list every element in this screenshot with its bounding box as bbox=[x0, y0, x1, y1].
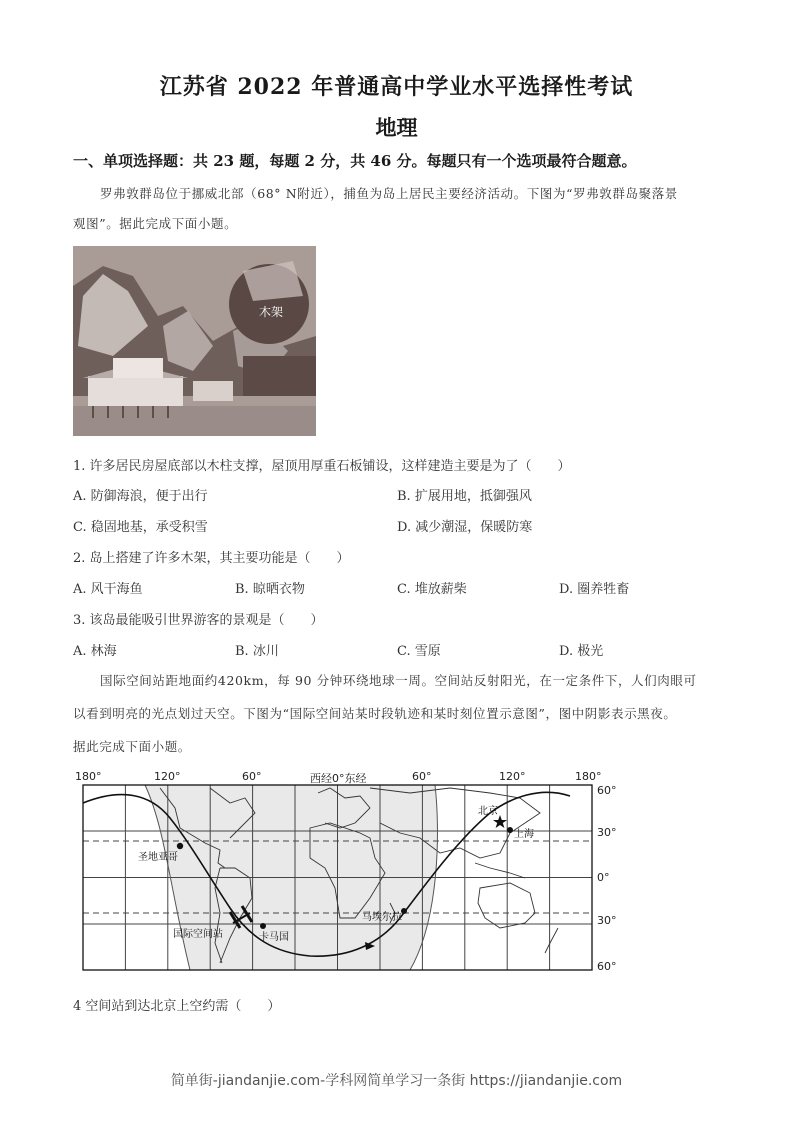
question-2-option-a[interactable]: A. 风干海鱼 bbox=[73, 582, 143, 597]
photo-illustration bbox=[73, 246, 316, 436]
question-1-option-b[interactable]: B. 扩展用地，抵御强风 bbox=[397, 489, 532, 504]
lon-label-60w: 60° bbox=[242, 770, 262, 783]
passage2-line1: 国际空间站距地面约420km，每 90 分钟环绕地球一周。空间站反射阳光，在一定条件下，人们肉眼可 bbox=[100, 673, 697, 688]
question-3-option-b[interactable]: B. 冰川 bbox=[235, 644, 279, 659]
passage2-line2: 以看到明亮的光点划过天空。下图为“国际空间站某时段轨迹和某时刻位置示意图”，图中阴影表示黑夜。 bbox=[73, 706, 677, 721]
question-3-stem: 3. 该岛最能吸引世界游客的景观是（ ） bbox=[73, 613, 324, 628]
subject-title: 地理 bbox=[375, 115, 418, 140]
lon-label-60e: 60° bbox=[412, 770, 432, 783]
madagascar-label: 马埃尔拉 bbox=[362, 912, 402, 923]
iss-orbit-map bbox=[70, 768, 630, 978]
shanghai-label: 上海 bbox=[514, 829, 534, 840]
lon-label-120e: 120° bbox=[499, 770, 526, 783]
lat-label-30s: 30° bbox=[597, 914, 617, 927]
footer-watermark: 简单街-jiandanjie.com-学科网简单学习一条街 https://jiandanjie.com bbox=[170, 1073, 623, 1089]
question-2-option-d[interactable]: D. 圈养牲畜 bbox=[559, 582, 630, 597]
section-heading: 一、单项选择题：共 23 题，每题 2 分，共 46 分。每题只有一个选项最符合题意。 bbox=[73, 152, 637, 170]
lon-label-0: 西经0°东经 bbox=[310, 772, 367, 785]
lon-label-120w: 120° bbox=[154, 770, 181, 783]
mar-label: 卡马国 bbox=[259, 932, 289, 943]
passage1-line2: 观图”。据此完成下面小题。 bbox=[73, 216, 238, 231]
question-1-stem: 1. 许多居民房屋底部以木柱支撑，屋顶用厚重石板铺设，这样建造主要是为了（ ） bbox=[73, 459, 571, 474]
lat-label-30n: 30° bbox=[597, 826, 617, 839]
question-2-stem: 2. 岛上搭建了许多木架，其主要功能是（ ） bbox=[73, 551, 350, 566]
question-1-option-a[interactable]: A. 防御海浪，便于出行 bbox=[73, 489, 208, 504]
question-1-option-d[interactable]: D. 减少潮湿，保暖防寒 bbox=[397, 520, 533, 535]
question-1-option-c[interactable]: C. 稳固地基，承受积雪 bbox=[73, 520, 208, 535]
question-3-option-c[interactable]: C. 雪原 bbox=[397, 644, 441, 659]
question-3-option-d[interactable]: D. 极光 bbox=[559, 644, 604, 659]
lofoten-settlement-photo bbox=[73, 246, 316, 436]
question-2-option-b[interactable]: B. 晾晒衣物 bbox=[235, 582, 305, 597]
question-2-option-c[interactable]: C. 堆放薪柴 bbox=[397, 582, 467, 597]
lat-label-60n: 60° bbox=[597, 784, 617, 797]
passage1-line1: 罗弗敦群岛位于挪威北部（68° N附近），捕鱼为岛上居民主要经济活动。下图为“罗弗敦群岛聚落景 bbox=[100, 186, 678, 201]
santiago-label: 圣地亚哥 bbox=[138, 852, 178, 863]
lon-label-180w: 180° bbox=[75, 770, 102, 783]
beijing-label: 北京 bbox=[478, 806, 498, 817]
passage2-line3: 据此完成下面小题。 bbox=[73, 739, 191, 754]
iss-label: 国际空间站 bbox=[173, 929, 223, 940]
wooden-rack-label: 木架 bbox=[259, 305, 284, 319]
lat-label-0: 0° bbox=[597, 871, 610, 884]
question-4-stem: 4 空间站到达北京上空约需（ ） bbox=[73, 999, 281, 1014]
world-map-graphic bbox=[70, 768, 630, 978]
question-3-option-a[interactable]: A. 林海 bbox=[73, 644, 117, 659]
lat-label-60s: 60° bbox=[597, 960, 617, 973]
lon-label-180e: 180° bbox=[575, 770, 602, 783]
exam-title: 江苏省 2022 年普通高中学业水平选择性考试 bbox=[159, 74, 634, 100]
